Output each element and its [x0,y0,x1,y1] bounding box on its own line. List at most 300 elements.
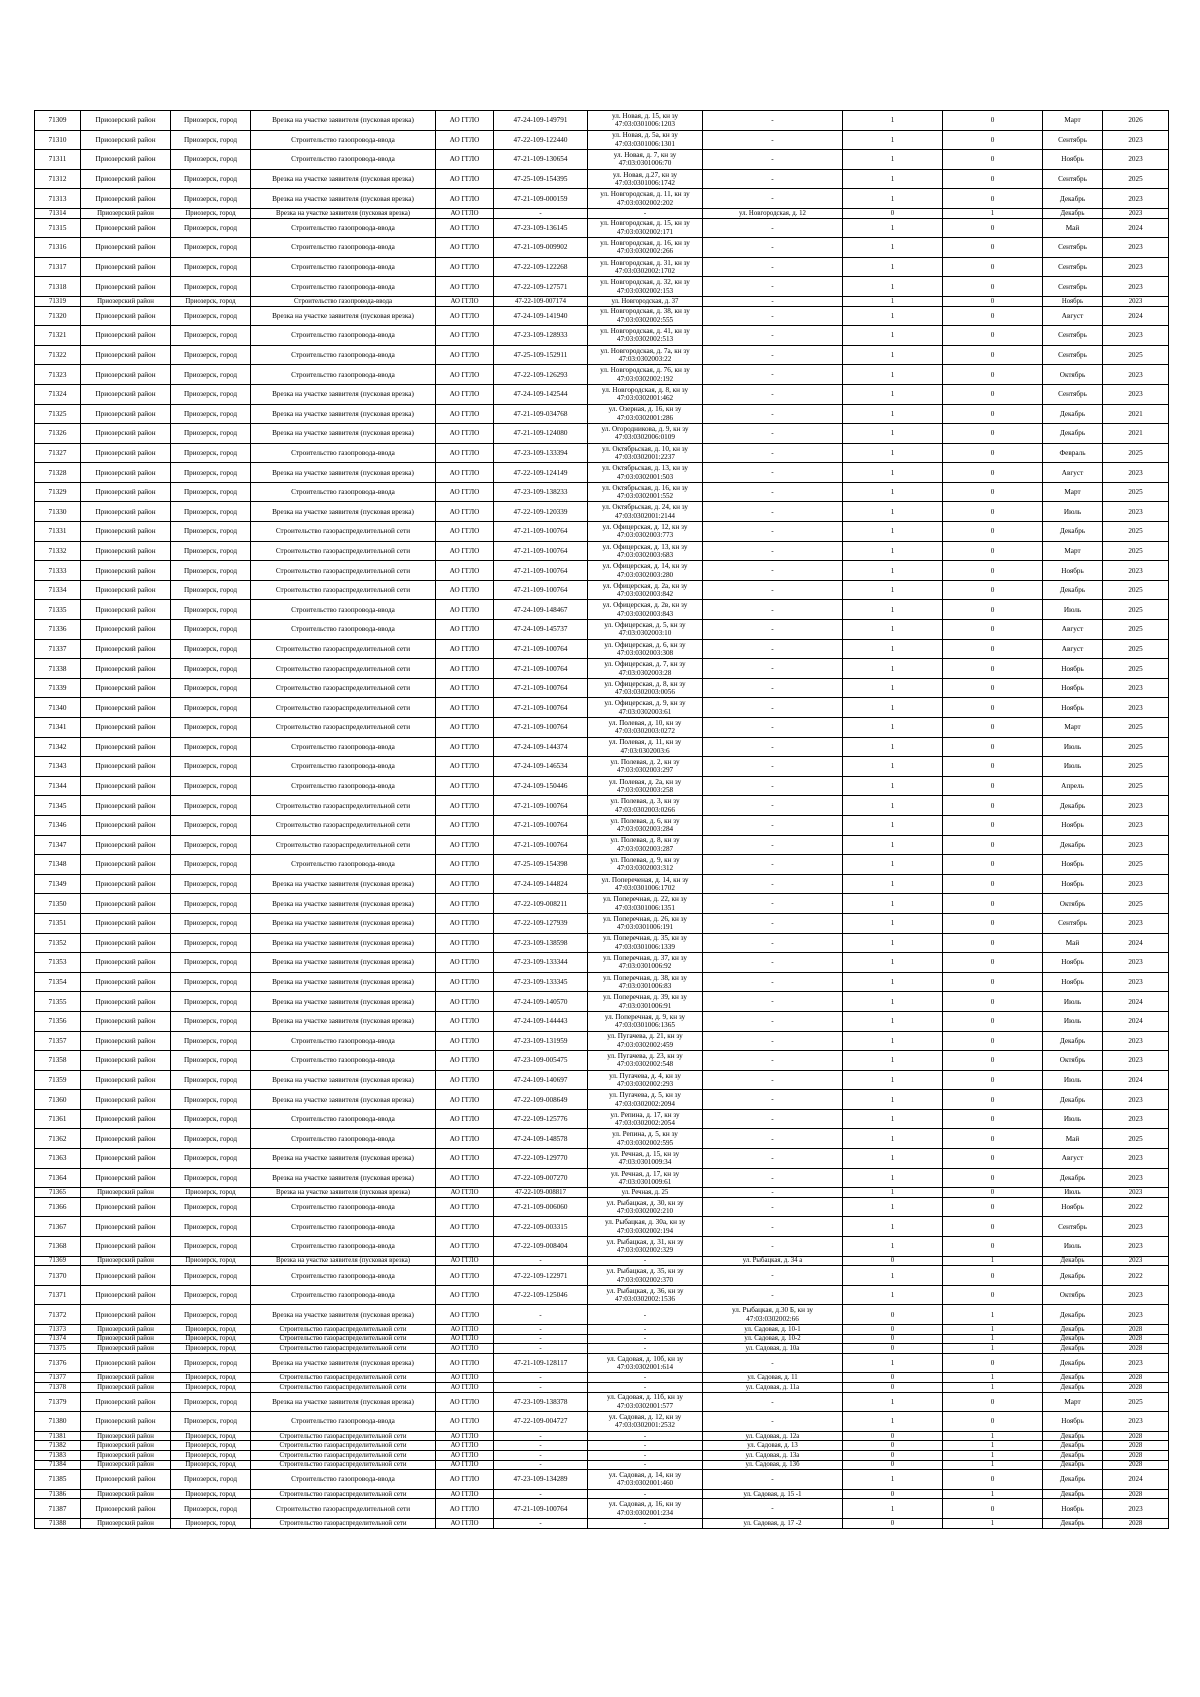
year-cell: 2023 [1103,1168,1169,1188]
object-address-cell: ул. Поперечная, д. 38, кн зу 47:03:0301006:83 [588,972,703,992]
organization-cell: АО ГГЛО [436,992,494,1012]
alt-address-cell: ул. Садовая, д. 10-2 [703,1334,843,1344]
row-number-cell: 71334 [35,580,81,600]
work-type-cell: Строительство газораспределительной сети [251,835,436,855]
organization-cell: АО ГГЛО [436,1373,494,1383]
alt-address-cell: - [703,835,843,855]
quantity-without-application-cell: 0 [943,639,1043,659]
district-cell: Приозерский район [81,1217,171,1237]
year-cell: 2025 [1103,600,1169,620]
table-row [35,1188,1169,1198]
year-cell: 2025 [1103,639,1169,659]
month-cell: Август [1043,620,1103,640]
month-cell: Сентябрь [1043,277,1103,297]
application-number-cell: - [494,1344,588,1354]
month-cell: Ноябрь [1043,659,1103,679]
organization-cell: АО ГГЛО [436,894,494,914]
row-number-cell: 71356 [35,1011,81,1031]
work-type-cell: Строительство газопровода-ввода [251,218,436,238]
year-cell: 2023 [1103,835,1169,855]
quantity-without-application-cell: 0 [943,737,1043,757]
settlement-cell: Приозерск, город [171,150,251,170]
district-cell: Приозерский район [81,874,171,894]
application-number-cell: 47-22-109-125046 [494,1285,588,1305]
row-number-cell: 71309 [35,111,81,131]
row-number-cell: 71367 [35,1217,81,1237]
object-address-cell: ул. Октябрьская, д. 24, кн зу 47:03:0302001:2144 [588,502,703,522]
year-cell: 2023 [1103,561,1169,581]
object-address-cell: ул. Октябрьская, д. 16, кн зу 47:03:0302001:552 [588,482,703,502]
organization-cell: АО ГГЛО [436,1031,494,1051]
settlement-cell: Приозерск, город [171,698,251,718]
alt-address-cell: - [703,600,843,620]
row-number-cell: 71347 [35,835,81,855]
table-row [35,1460,1169,1470]
work-type-cell: Строительство газопровода-ввода [251,1237,436,1257]
table-row [35,1382,1169,1392]
table-row [35,1373,1169,1383]
year-cell: 2025 [1103,718,1169,738]
table-row [35,208,1169,218]
work-type-cell: Строительство газопровода-ввода [251,600,436,620]
year-cell: 2023 [1103,208,1169,218]
year-cell: 2024 [1103,1470,1169,1490]
quantity-without-application-cell: 0 [943,1197,1043,1217]
month-cell: Июль [1043,502,1103,522]
work-type-cell: Врезка на участке заявителя (пусковая врезка) [251,992,436,1012]
year-cell: 2025 [1103,737,1169,757]
quantity-without-application-cell: 0 [943,111,1043,131]
organization-cell: АО ГГЛО [436,1266,494,1286]
settlement-cell: Приозерск, город [171,1334,251,1344]
year-cell: 2023 [1103,1109,1169,1129]
year-cell: 2023 [1103,326,1169,346]
quantity-without-application-cell: 1 [943,1518,1043,1528]
organization-cell: АО ГГЛО [436,541,494,561]
table-row [35,326,1169,346]
quantity-with-application-cell: 1 [843,639,943,659]
settlement-cell: Приозерск, город [171,933,251,953]
organization-cell: АО ГГЛО [436,1431,494,1441]
object-address-cell: ул. Речная, д. 15, кн зу 47:03:0301009:34 [588,1149,703,1169]
quantity-without-application-cell: 0 [943,1392,1043,1412]
alt-address-cell: - [703,1470,843,1490]
year-cell: 2025 [1103,776,1169,796]
application-number-cell: 47-21-109-100764 [494,561,588,581]
district-cell: Приозерский район [81,1031,171,1051]
work-type-cell: Врезка на участке заявителя (пусковая врезка) [251,1305,436,1325]
table-row [35,384,1169,404]
quantity-with-application-cell: 1 [843,737,943,757]
alt-address-cell: - [703,443,843,463]
district-cell: Приозерский район [81,482,171,502]
object-address-cell: ул. Пугачева, д. 4, кн зу 47:03:0302002:293 [588,1070,703,1090]
work-type-cell: Строительство газораспределительной сети [251,522,436,542]
alt-address-cell: - [703,404,843,424]
month-cell: Ноябрь [1043,1197,1103,1217]
year-cell: 2025 [1103,894,1169,914]
table-row [35,541,1169,561]
application-number-cell: 47-23-109-133394 [494,443,588,463]
district-cell: Приозерский район [81,1344,171,1354]
year-cell: 2028 [1103,1450,1169,1460]
organization-cell: АО ГГЛО [436,463,494,483]
month-cell: Декабрь [1043,1325,1103,1335]
settlement-cell: Приозерск, город [171,541,251,561]
object-address-cell: ул. Офицерская, д. 13, кн зу 47:03:0302003:683 [588,541,703,561]
object-address-cell: ул. Офицерская, д. 5, кн зу 47:03:0302003:10 [588,620,703,640]
organization-cell: АО ГГЛО [436,150,494,170]
application-number-cell: - [494,1373,588,1383]
quantity-without-application-cell: 0 [943,306,1043,326]
settlement-cell: Приозерск, город [171,218,251,238]
row-number-cell: 71311 [35,150,81,170]
month-cell: Декабрь [1043,1168,1103,1188]
work-type-cell: Строительство газопровода-ввода [251,776,436,796]
quantity-with-application-cell: 0 [843,1305,943,1325]
organization-cell: АО ГГЛО [436,130,494,150]
quantity-without-application-cell: 0 [943,894,1043,914]
quantity-without-application-cell: 1 [943,1373,1043,1383]
alt-address-cell: - [703,1168,843,1188]
application-number-cell: 47-24-109-144443 [494,1011,588,1031]
organization-cell: АО ГГЛО [436,1353,494,1373]
alt-address-cell: - [703,130,843,150]
settlement-cell: Приозерск, город [171,365,251,385]
organization-cell: АО ГГЛО [436,1305,494,1325]
table-row [35,1129,1169,1149]
object-address-cell: ул. Озерная, д. 16, кн зу 47:03:0302001:286 [588,404,703,424]
settlement-cell: Приозерск, город [171,835,251,855]
row-number-cell: 71348 [35,855,81,875]
quantity-with-application-cell: 1 [843,463,943,483]
quantity-without-application-cell: 0 [943,580,1043,600]
quantity-with-application-cell: 0 [843,1334,943,1344]
application-number-cell: 47-21-109-130654 [494,150,588,170]
application-number-cell: 47-21-109-100764 [494,796,588,816]
application-number-cell: 47-24-109-149791 [494,111,588,131]
work-type-cell: Строительство газораспределительной сети [251,1334,436,1344]
quantity-with-application-cell: 1 [843,913,943,933]
quantity-with-application-cell: 1 [843,238,943,258]
row-number-cell: 71320 [35,306,81,326]
month-cell: Декабрь [1043,1090,1103,1110]
row-number-cell: 71331 [35,522,81,542]
application-number-cell: 47-21-109-100764 [494,580,588,600]
application-number-cell: 47-24-109-144374 [494,737,588,757]
table-row [35,1325,1169,1335]
work-type-cell: Врезка на участке заявителя (пусковая врезка) [251,1070,436,1090]
quantity-without-application-cell: 0 [943,404,1043,424]
district-cell: Приозерский район [81,384,171,404]
organization-cell: АО ГГЛО [436,296,494,306]
quantity-with-application-cell: 1 [843,1051,943,1071]
table-row [35,1305,1169,1325]
quantity-without-application-cell: 0 [943,365,1043,385]
alt-address-cell: - [703,639,843,659]
organization-cell: АО ГГЛО [436,757,494,777]
object-address-cell: ул. Рыбацкая, д. 30, кн зу 47:03:0302002:210 [588,1197,703,1217]
application-number-cell: 47-22-109-127571 [494,277,588,297]
work-type-cell: Строительство газопровода-ввода [251,1031,436,1051]
quantity-with-application-cell: 1 [843,874,943,894]
month-cell: Декабрь [1043,1450,1103,1460]
application-number-cell: 47-21-109-124080 [494,424,588,444]
row-number-cell: 71363 [35,1149,81,1169]
table-row [35,443,1169,463]
object-address-cell: ул. Офицерская, д. 14, кн зу 47:03:0302003:280 [588,561,703,581]
work-type-cell: Строительство газопровода-ввода [251,482,436,502]
row-number-cell: 71360 [35,1090,81,1110]
year-cell: 2025 [1103,620,1169,640]
quantity-without-application-cell: 0 [943,296,1043,306]
row-number-cell: 71336 [35,620,81,640]
organization-cell: АО ГГЛО [436,776,494,796]
settlement-cell: Приозерск, город [171,130,251,150]
settlement-cell: Приозерск, город [171,189,251,209]
work-type-cell: Врезка на участке заявителя (пусковая врезка) [251,502,436,522]
district-cell: Приозерский район [81,1256,171,1266]
object-address-cell: ул. Пугачева, д. 5, кн зу 47:03:0302002:2094 [588,1090,703,1110]
settlement-cell: Приозерск, город [171,1149,251,1169]
alt-address-cell: - [703,561,843,581]
object-address-cell: - [588,1344,703,1354]
application-number-cell: 47-21-109-128117 [494,1353,588,1373]
quantity-without-application-cell: 0 [943,1285,1043,1305]
alt-address-cell: - [703,776,843,796]
quantity-without-application-cell: 0 [943,257,1043,277]
year-cell: 2023 [1103,150,1169,170]
settlement-cell: Приозерск, город [171,1197,251,1217]
quantity-without-application-cell: 0 [943,1499,1043,1519]
object-address-cell: ул. Поперечная, д. 39, кн зу 47:03:0301006:91 [588,992,703,1012]
quantity-with-application-cell: 1 [843,502,943,522]
year-cell: 2023 [1103,365,1169,385]
organization-cell: АО ГГЛО [436,522,494,542]
quantity-with-application-cell: 1 [843,150,943,170]
row-number-cell: 71354 [35,972,81,992]
quantity-without-application-cell: 1 [943,1305,1043,1325]
quantity-with-application-cell: 0 [843,1344,943,1354]
organization-cell: АО ГГЛО [436,620,494,640]
quantity-without-application-cell: 0 [943,1237,1043,1257]
year-cell: 2024 [1103,933,1169,953]
row-number-cell: 71361 [35,1109,81,1129]
organization-cell: АО ГГЛО [436,1325,494,1335]
object-address-cell: ул. Садовая, д. 11б, кн зу 47:03:0302001:577 [588,1392,703,1412]
object-address-cell: - [588,1325,703,1335]
application-number-cell: 47-23-109-138598 [494,933,588,953]
settlement-cell: Приозерск, город [171,1266,251,1286]
month-cell: Декабрь [1043,1334,1103,1344]
application-number-cell: 47-24-109-140697 [494,1070,588,1090]
table-row [35,404,1169,424]
table-row [35,257,1169,277]
organization-cell: АО ГГЛО [436,1518,494,1528]
district-cell: Приозерский район [81,855,171,875]
month-cell: Июль [1043,1109,1103,1129]
year-cell: 2025 [1103,345,1169,365]
application-number-cell: 47-23-109-005475 [494,1051,588,1071]
year-cell: 2022 [1103,1266,1169,1286]
year-cell: 2023 [1103,463,1169,483]
table-row [35,639,1169,659]
row-number-cell: 71319 [35,296,81,306]
quantity-without-application-cell: 0 [943,277,1043,297]
quantity-with-application-cell: 0 [843,1441,943,1451]
object-address-cell: ул. Рыбацкая, д. 35, кн зу 47:03:0302002:370 [588,1266,703,1286]
settlement-cell: Приозерск, город [171,345,251,365]
organization-cell: АО ГГЛО [436,1460,494,1470]
table-row [35,130,1169,150]
quantity-with-application-cell: 1 [843,1188,943,1198]
quantity-without-application-cell: 0 [943,620,1043,640]
alt-address-cell: - [703,718,843,738]
organization-cell: АО ГГЛО [436,169,494,189]
work-type-cell: Врезка на участке заявителя (пусковая врезка) [251,208,436,218]
work-type-cell: Строительство газопровода-ввода [251,257,436,277]
quantity-without-application-cell: 0 [943,913,1043,933]
settlement-cell: Приозерск, город [171,1470,251,1490]
quantity-with-application-cell: 1 [843,1109,943,1129]
row-number-cell: 71326 [35,424,81,444]
object-address-cell: ул. Офицерская, д. 7, кн зу 47:03:0302003:28 [588,659,703,679]
alt-address-cell: - [703,1392,843,1412]
alt-address-cell: - [703,933,843,953]
table-row [35,111,1169,131]
settlement-cell: Приозерск, город [171,1011,251,1031]
table-row [35,933,1169,953]
year-cell: 2023 [1103,1188,1169,1198]
month-cell: Май [1043,218,1103,238]
row-number-cell: 71339 [35,678,81,698]
quantity-without-application-cell: 0 [943,874,1043,894]
district-cell: Приозерский район [81,424,171,444]
district-cell: Приозерский район [81,306,171,326]
alt-address-cell: ул. Садовая, д. 10а [703,1344,843,1354]
year-cell: 2025 [1103,1392,1169,1412]
application-number-cell: 47-23-109-138378 [494,1392,588,1412]
year-cell: 2025 [1103,580,1169,600]
quantity-without-application-cell: 0 [943,150,1043,170]
work-type-cell: Строительство газораспределительной сети [251,639,436,659]
work-type-cell: Строительство газораспределительной сети [251,580,436,600]
alt-address-cell: - [703,737,843,757]
application-number-cell: 47-23-109-136145 [494,218,588,238]
settlement-cell: Приозерск, город [171,580,251,600]
table-row [35,1334,1169,1344]
application-number-cell: - [494,1460,588,1470]
year-cell: 2023 [1103,1237,1169,1257]
year-cell: 2024 [1103,218,1169,238]
year-cell: 2023 [1103,953,1169,973]
district-cell: Приозерский район [81,1266,171,1286]
table-row [35,424,1169,444]
district-cell: Приозерский район [81,698,171,718]
settlement-cell: Приозерск, город [171,482,251,502]
year-cell: 2023 [1103,815,1169,835]
settlement-cell: Приозерск, город [171,639,251,659]
quantity-with-application-cell: 1 [843,620,943,640]
object-address-cell: ул. Новая, д. 15, кн зу 47:03:0301006:1203 [588,111,703,131]
settlement-cell: Приозерск, город [171,620,251,640]
quantity-with-application-cell: 0 [843,1518,943,1528]
month-cell: Декабрь [1043,1470,1103,1490]
work-type-cell: Строительство газораспределительной сети [251,659,436,679]
work-type-cell: Врезка на участке заявителя (пусковая врезка) [251,1353,436,1373]
year-cell: 2025 [1103,757,1169,777]
table-row [35,1266,1169,1286]
quantity-without-application-cell: 0 [943,1266,1043,1286]
table-row [35,1109,1169,1129]
year-cell: 2023 [1103,1285,1169,1305]
district-cell: Приозерский район [81,953,171,973]
district-cell: Приозерский район [81,1470,171,1490]
work-type-cell: Строительство газопровода-ввода [251,365,436,385]
table-row [35,1431,1169,1441]
alt-address-cell: - [703,1285,843,1305]
work-type-cell: Строительство газопровода-ввода [251,855,436,875]
row-number-cell: 71352 [35,933,81,953]
object-address-cell: - [588,1460,703,1470]
alt-address-cell: - [703,1149,843,1169]
application-number-cell: 47-24-109-145737 [494,620,588,640]
month-cell: Декабрь [1043,1353,1103,1373]
quantity-with-application-cell: 1 [843,1412,943,1432]
object-address-cell: ул. Речная, д. 17, кн зу 47:03:0301009:61 [588,1168,703,1188]
quantity-without-application-cell: 0 [943,443,1043,463]
alt-address-cell: ул. Рыбацкая, д. 34 а [703,1256,843,1266]
organization-cell: АО ГГЛО [436,972,494,992]
object-address-cell: ул. Речная, д. 25 [588,1188,703,1198]
district-cell: Приозерский район [81,238,171,258]
application-number-cell: 47-22-109-120339 [494,502,588,522]
district-cell: Приозерский район [81,1382,171,1392]
work-type-cell: Строительство газораспределительной сети [251,1489,436,1499]
organization-cell: АО ГГЛО [436,443,494,463]
object-address-cell: ул. Садовая, д. 16, кн зу 47:03:0302001:234 [588,1499,703,1519]
settlement-cell: Приозерск, город [171,1109,251,1129]
row-number-cell: 71343 [35,757,81,777]
application-number-cell: 47-25-109-154398 [494,855,588,875]
object-address-cell: - [588,1334,703,1344]
quantity-with-application-cell: 1 [843,218,943,238]
quantity-without-application-cell: 1 [943,1344,1043,1354]
month-cell: Май [1043,1129,1103,1149]
object-address-cell: ул. Новгородская, д. 7а, кн зу 47:03:0302003:22 [588,345,703,365]
table-row [35,1149,1169,1169]
quantity-without-application-cell: 1 [943,1334,1043,1344]
row-number-cell: 71344 [35,776,81,796]
year-cell: 2023 [1103,277,1169,297]
quantity-with-application-cell: 1 [843,972,943,992]
object-address-cell: ул. Новгородская, д. 37 [588,296,703,306]
alt-address-cell: - [703,1353,843,1373]
application-number-cell: 47-22-109-007174 [494,296,588,306]
object-address-cell: ул. Новгородская, д. 11, кн зу 47:03:0302002:202 [588,189,703,209]
table-row [35,913,1169,933]
month-cell: Декабрь [1043,1373,1103,1383]
object-address-cell: - [588,1382,703,1392]
year-cell: 2023 [1103,1305,1169,1325]
month-cell: Декабрь [1043,796,1103,816]
work-type-cell: Строительство газораспределительной сети [251,1344,436,1354]
month-cell: Сентябрь [1043,1217,1103,1237]
organization-cell: АО ГГЛО [436,238,494,258]
district-cell: Приозерский район [81,1305,171,1325]
quantity-without-application-cell: 0 [943,1353,1043,1373]
object-address-cell: ул. Полевая, д. 3, кн зу 47:03:0302003:0266 [588,796,703,816]
